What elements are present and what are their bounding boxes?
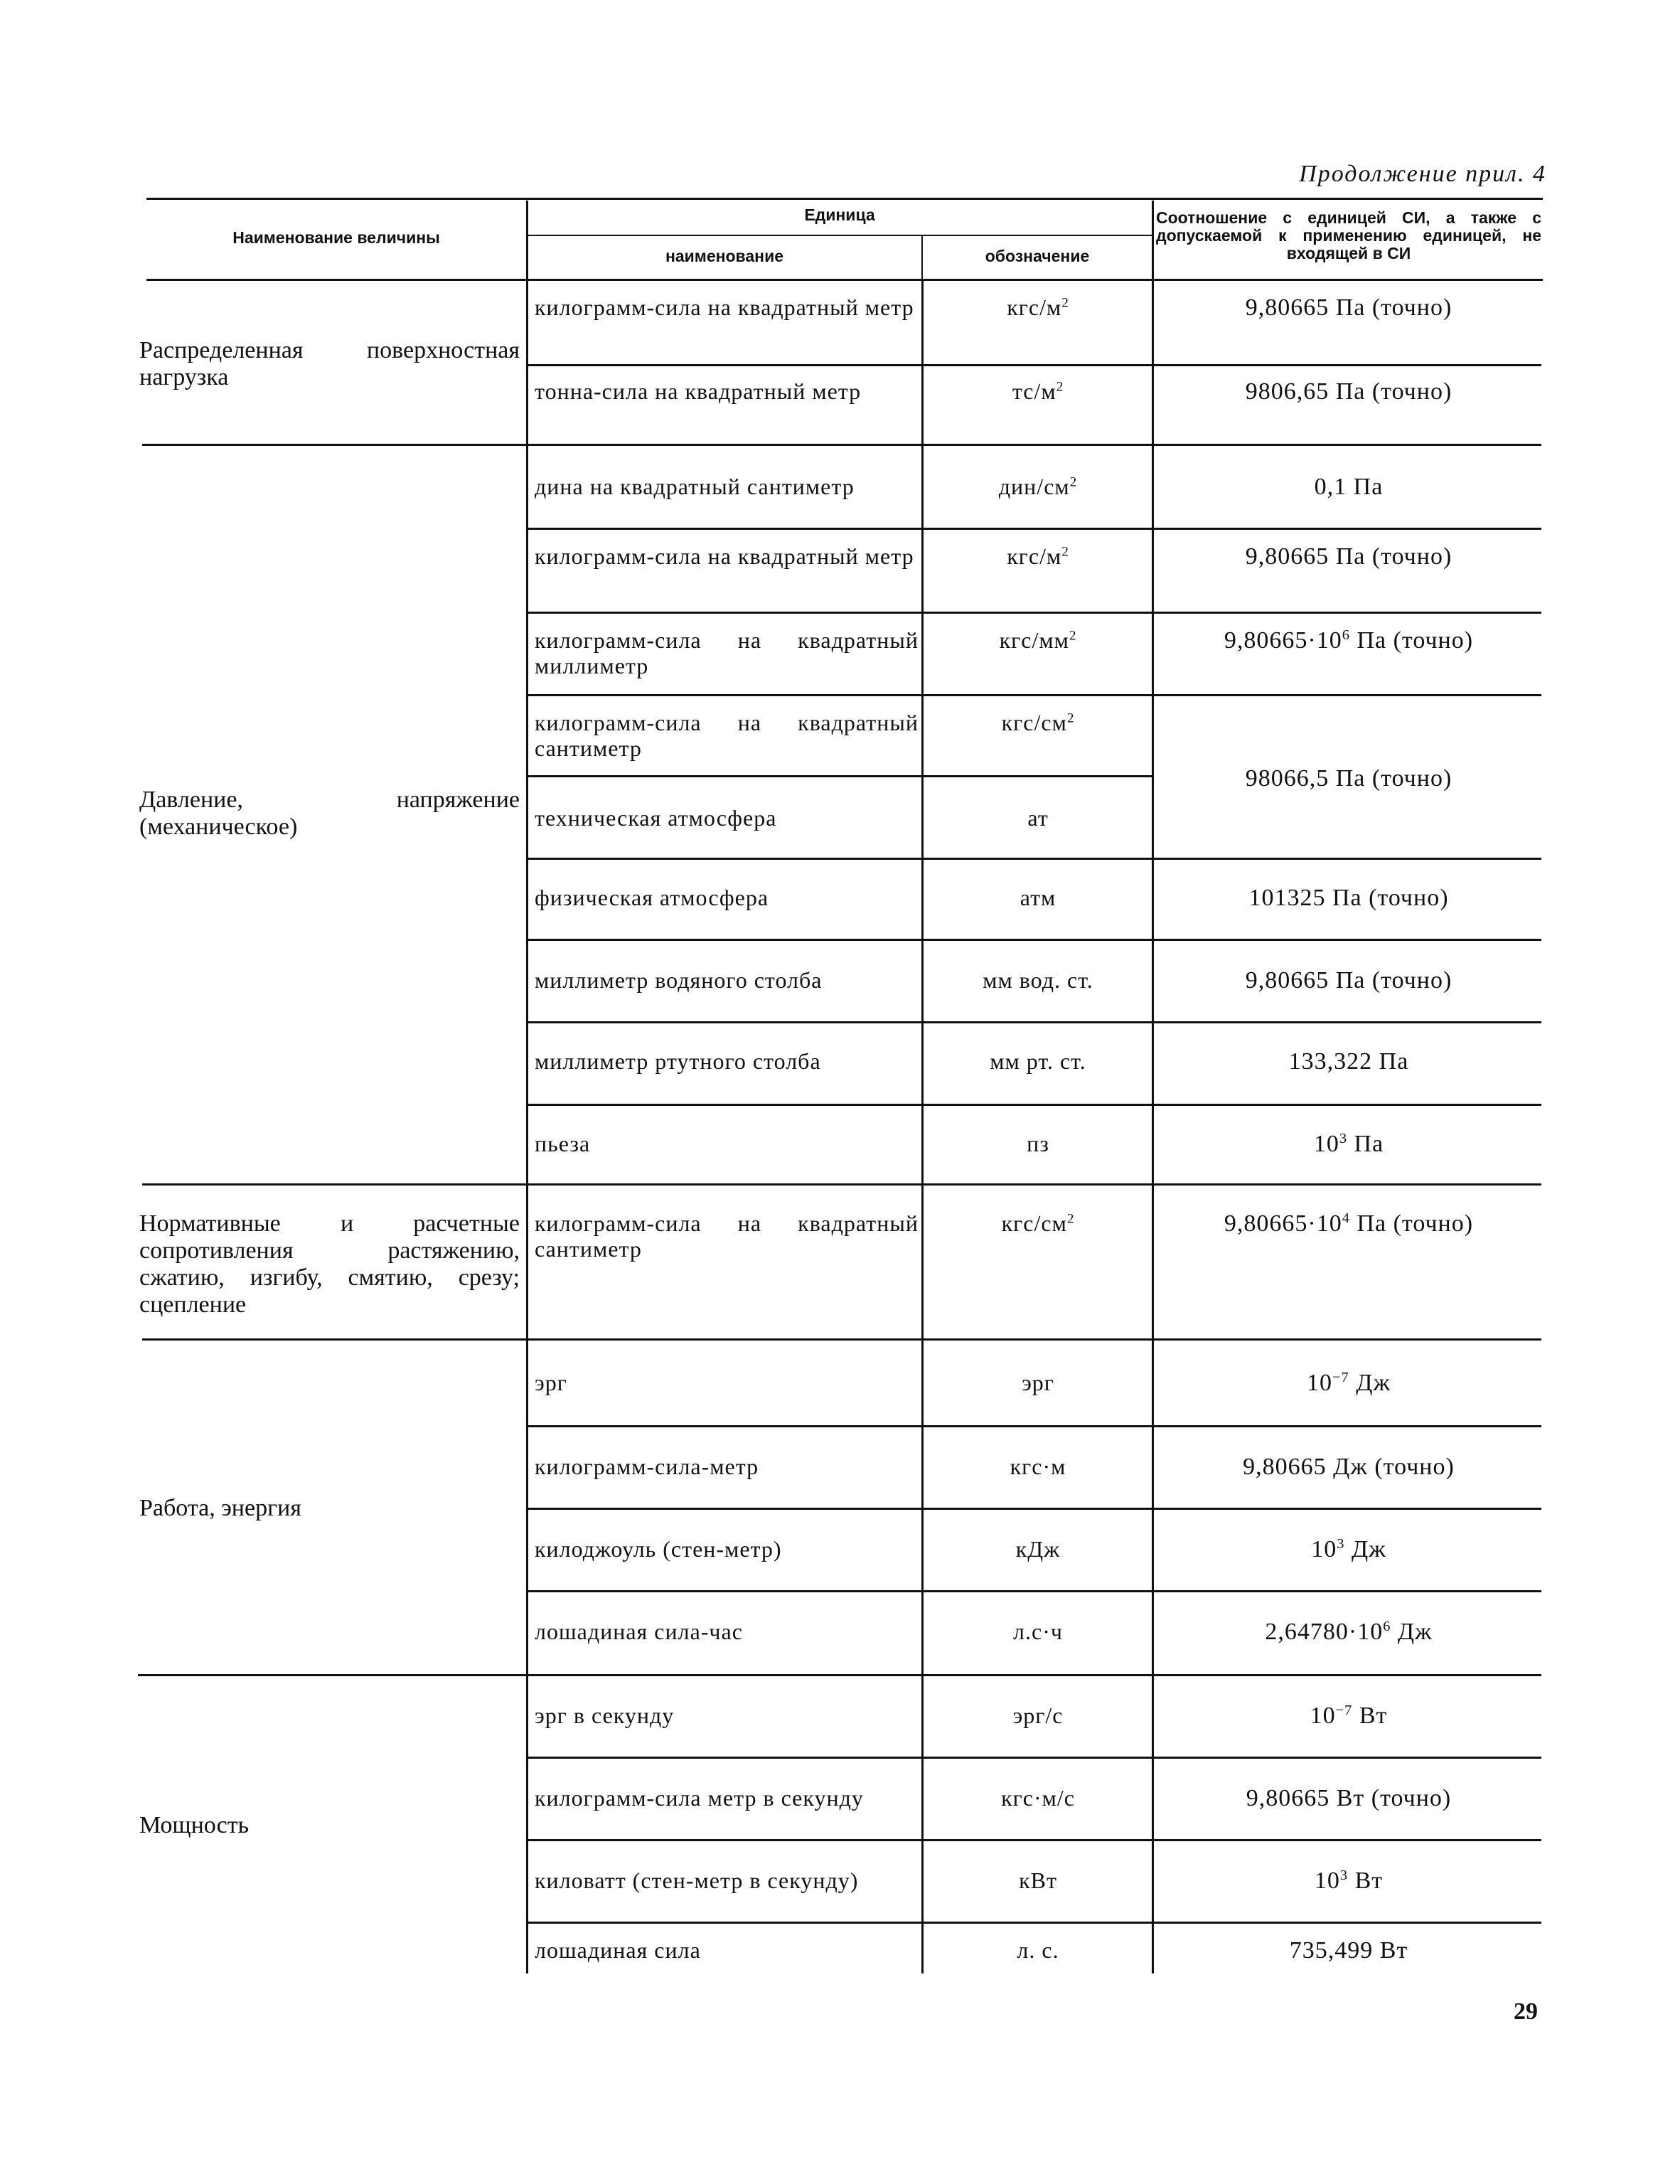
unit-name: килограмм-сила на квадратный сантиметр bbox=[535, 1210, 919, 1262]
si-relation: $10^3$ Дж bbox=[1311, 1535, 1386, 1562]
unit-symbol: дин/$см^2$ bbox=[998, 474, 1078, 499]
si-relation: 9,80665 Па (точно) bbox=[1245, 294, 1452, 321]
rule bbox=[142, 1338, 1541, 1341]
si-relation: 9,80665 Па (точно) bbox=[1245, 967, 1452, 994]
header-relation: Соотношение с единицей СИ, а также с допускаемой к применению единицей, не входящей в СИ bbox=[1156, 208, 1541, 262]
unit-name: эрг в секунду bbox=[535, 1703, 675, 1728]
unit-symbol: кгс/$мм^2$ bbox=[999, 627, 1077, 653]
unit-symbol: кгс/$см^2$ bbox=[1001, 710, 1075, 735]
unit-symbol: эрг bbox=[1022, 1370, 1054, 1395]
continuation-label: Продолжение прил. 4 bbox=[1299, 161, 1546, 187]
unit-symbol: ат bbox=[1027, 805, 1049, 831]
unit-symbol: кгс·м/с bbox=[1001, 1785, 1075, 1811]
rule bbox=[526, 1021, 1541, 1023]
unit-name: пьеза bbox=[535, 1131, 591, 1156]
si-relation: 735,499 Вт bbox=[1289, 1937, 1408, 1964]
unit-name: миллиметр ртутного столба bbox=[535, 1048, 821, 1074]
si-relation: $9,80665\cdot 10^6$ Па (точно) bbox=[1224, 627, 1474, 654]
rule bbox=[526, 1425, 1541, 1427]
rule bbox=[526, 281, 528, 1973]
quantity-name: Мощность bbox=[139, 1812, 250, 1838]
rule bbox=[526, 235, 1152, 236]
rule bbox=[1152, 201, 1154, 280]
header-quantity: Наименование величины bbox=[232, 228, 440, 247]
unit-symbol: эрг/с bbox=[1012, 1703, 1064, 1728]
rule bbox=[526, 939, 1541, 941]
si-relation: 9,80665 Дж (точно) bbox=[1243, 1454, 1455, 1480]
rule bbox=[526, 1757, 1541, 1759]
si-relation: 98066,5 Па (точно) bbox=[1245, 765, 1452, 792]
rule bbox=[526, 1590, 1541, 1592]
quantity-name: Распределенная поверхностная нагрузка bbox=[139, 337, 520, 390]
rule bbox=[146, 279, 1543, 281]
unit-name: килограмм-сила на квадратный метр bbox=[535, 294, 914, 320]
si-relation: $9,80665\cdot 10^4$ Па (точно) bbox=[1224, 1210, 1474, 1237]
unit-symbol: кгс/$см^2$ bbox=[1001, 1210, 1075, 1236]
unit-name: килограмм-сила-метр bbox=[535, 1454, 759, 1479]
rule bbox=[526, 858, 1541, 860]
rule bbox=[526, 775, 1152, 777]
unit-symbol: $тс/м^2$ bbox=[1012, 378, 1064, 404]
unit-name: килограмм-сила на квадратный миллиметр bbox=[535, 627, 919, 678]
header-unit: Единица bbox=[804, 206, 875, 224]
rule bbox=[526, 1839, 1541, 1841]
unit-symbol: кгс/$м^2$ bbox=[1007, 543, 1069, 569]
unit-name: эрг bbox=[535, 1370, 567, 1395]
si-relation: 101325 Па (точно) bbox=[1248, 885, 1449, 911]
unit-name: миллиметр водяного столба bbox=[535, 967, 823, 993]
unit-name: тонна-сила на квадратный метр bbox=[535, 378, 862, 404]
unit-symbol: кВт bbox=[1019, 1868, 1057, 1893]
rule bbox=[526, 1104, 1541, 1106]
unit-symbol: мм вод. ст. bbox=[983, 967, 1093, 993]
unit-name: килоджоуль (стен-метр) bbox=[535, 1536, 782, 1562]
rule bbox=[526, 694, 1541, 696]
rule bbox=[526, 1508, 1541, 1510]
unit-name: физическая атмосфера bbox=[535, 885, 769, 910]
unit-symbol: кДж bbox=[1015, 1536, 1061, 1562]
unit-symbol: кгс/$м^2$ bbox=[1007, 294, 1069, 320]
quantity-name: Нормативные и расчетные сопротивления растяжению, сжатию, изгибу, смятию, срезу; сцепление bbox=[139, 1210, 520, 1318]
unit-symbol: пз bbox=[1027, 1131, 1049, 1156]
si-relation: $10^3$ Па bbox=[1313, 1130, 1384, 1157]
rule bbox=[142, 444, 1541, 446]
unit-symbol: кгс·м bbox=[1010, 1454, 1066, 1479]
si-relation: $10^3$ Вт bbox=[1314, 1867, 1384, 1894]
page-number: 29 bbox=[1514, 1998, 1538, 2025]
rule bbox=[142, 1183, 1541, 1186]
rule bbox=[526, 612, 1541, 614]
unit-name: лошадиная сила bbox=[535, 1937, 701, 1963]
unit-name: килограмм-сила метр в секунду bbox=[535, 1785, 864, 1811]
unit-name: килограмм-сила на квадратный метр bbox=[535, 543, 914, 569]
unit-name: техническая атмосфера bbox=[535, 805, 777, 831]
unit-name: киловатт (стен-метр в секунду) bbox=[535, 1868, 859, 1893]
quantity-name: Давление, напряжение (механическое) bbox=[139, 787, 520, 840]
unit-name: дина на квадратный сантиметр bbox=[535, 474, 855, 499]
rule bbox=[526, 1922, 1541, 1924]
quantity-name: Работа, энергия bbox=[139, 1495, 301, 1521]
unit-symbol: атм bbox=[1020, 885, 1056, 910]
si-relation: 0,1 Па bbox=[1314, 474, 1384, 500]
unit-symbol: мм рт. ст. bbox=[990, 1048, 1086, 1074]
rule bbox=[526, 528, 1541, 530]
si-relation: $10^{-7}$ Вт bbox=[1310, 1702, 1388, 1729]
unit-symbol: л.с·ч bbox=[1013, 1619, 1063, 1644]
rule bbox=[526, 364, 1541, 366]
si-relation: $10^{-7}$ Дж bbox=[1307, 1369, 1391, 1396]
unit-name: килограмм-сила на квадратный сантиметр bbox=[535, 710, 919, 761]
si-relation: 133,322 Па bbox=[1288, 1048, 1409, 1075]
rule bbox=[146, 198, 1543, 200]
unit-symbol: л. с. bbox=[1017, 1937, 1059, 1963]
unit-name: лошадиная сила-час bbox=[535, 1619, 743, 1644]
header-unit-name: наименование bbox=[665, 247, 784, 265]
si-relation: $2,64780\cdot 10^6$ Дж bbox=[1265, 1618, 1433, 1645]
rule bbox=[138, 1674, 1541, 1676]
si-relation: 9806,65 Па (точно) bbox=[1245, 378, 1452, 405]
si-relation: 9,80665 Па (точно) bbox=[1245, 543, 1452, 570]
header-unit-symbol: обозначение bbox=[985, 247, 1090, 265]
si-relation: 9,80665 Вт (точно) bbox=[1246, 1785, 1452, 1811]
